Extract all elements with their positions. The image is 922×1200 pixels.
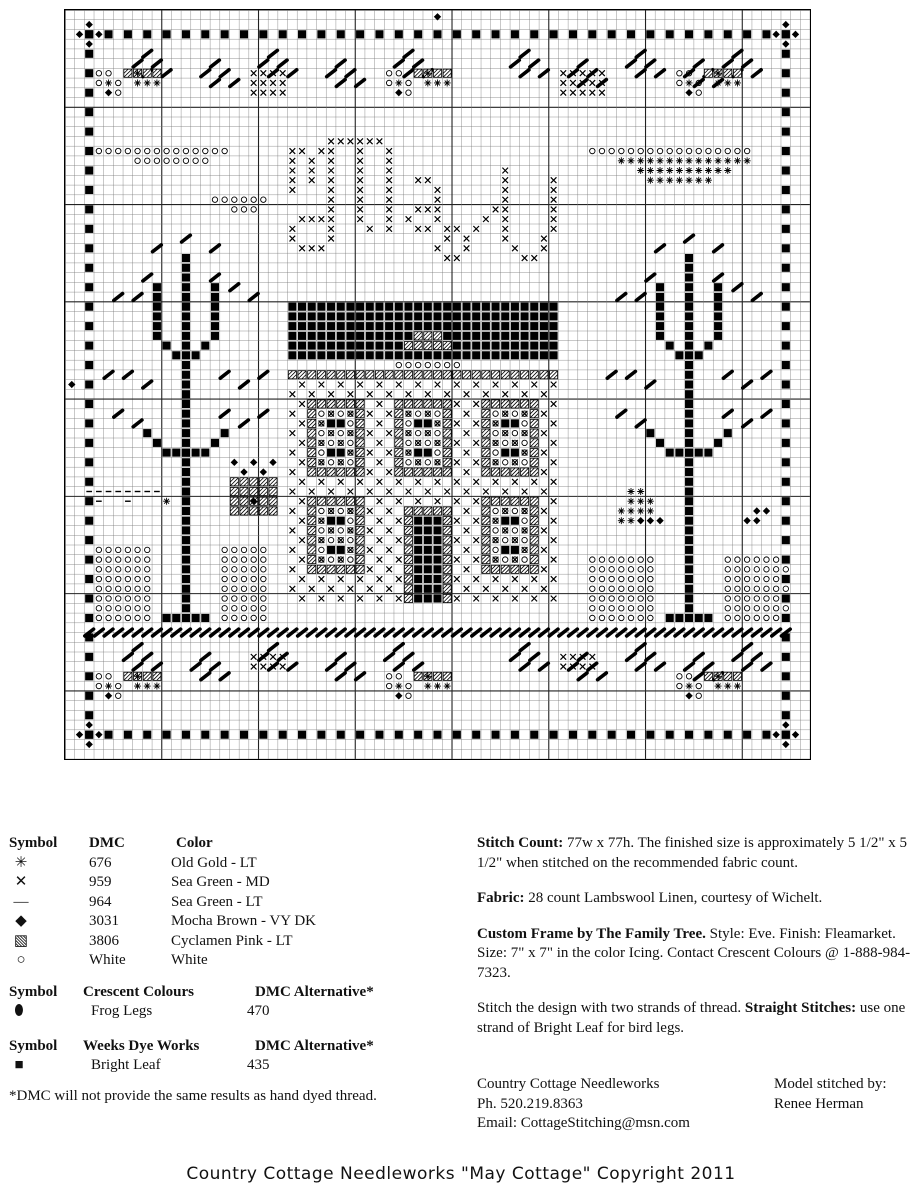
- key-header-symbol: Symbol: [9, 835, 58, 851]
- key-row: [9, 873, 449, 893]
- crescent-thread-name: Frog Legs: [91, 1003, 153, 1019]
- key-row: [9, 854, 449, 874]
- key-rows: [9, 854, 449, 971]
- stitch-symbols: [68, 13, 799, 748]
- weeks-header-symbol: Symbol: [9, 1037, 58, 1054]
- phone-number: Ph. 520.219.8363: [477, 1095, 583, 1112]
- frame-text: Style: Eve. Finish: Fleamarket. Size: 7" x 7" in the color Icing. Contact Crescent Colours @ 1-888-984-7323.: [477, 925, 911, 981]
- stitch-symbol-icon: ◆: [15, 913, 27, 929]
- company-name: Country Cottage Needleworks: [477, 1076, 660, 1092]
- model-label: Model stitched by:: [774, 1076, 887, 1092]
- dmc-number: White: [89, 952, 126, 968]
- key-header-row: [9, 834, 449, 854]
- fabric-info: [477, 889, 917, 909]
- key-header-dmc: DMC: [89, 835, 125, 851]
- color-name: Sea Green - MD: [171, 874, 270, 890]
- color-name: Mocha Brown - VY DK: [171, 913, 316, 929]
- fabric-label: Fabric:: [477, 890, 525, 906]
- weeks-thread-name: Bright Leaf: [91, 1057, 161, 1073]
- dmc-number: 959: [89, 874, 112, 890]
- email-address: Email: CottageStitching@msn.com: [477, 1115, 690, 1131]
- color-name: Old Gold - LT: [171, 854, 257, 871]
- weeks-header-row: [9, 1037, 449, 1057]
- footer-title: Country Cottage Needleworks "May Cottage" Copyright 2011: [186, 1164, 736, 1184]
- weeks-row: [9, 1056, 449, 1076]
- dmc-number: 964: [89, 893, 112, 910]
- key-header-color: Color: [176, 835, 213, 851]
- weeks-header-alt: DMC Alternative*: [255, 1037, 374, 1054]
- footnote: *DMC will not provide the same results as hand dyed thread.: [9, 1087, 377, 1104]
- straight-stitches-label: Straight Stitches:: [744, 1000, 857, 1016]
- crescent-header-brand: Crescent Colours: [83, 983, 194, 1000]
- chart-grid-svg: [65, 10, 810, 759]
- frame-label: Custom Frame by The Family Tree.: [477, 925, 706, 942]
- fabric-text: 28 count Lambswool Linen, courtesy of Wichelt.: [524, 890, 823, 906]
- crescent-alt-value: 470: [247, 1003, 270, 1019]
- frame-info: [477, 925, 917, 984]
- color-name: White: [171, 952, 208, 968]
- model-credit: [774, 1075, 919, 1114]
- stitch-symbol-icon: ○: [16, 952, 26, 968]
- weeks-header-brand: Weeks Dye Works: [83, 1037, 200, 1054]
- crescent-row: [9, 1002, 449, 1022]
- key-row: [9, 893, 449, 913]
- stitch-count-text: 77w x 77h. The finished size is approximately 5 1/2" x 5 1/2" when stitched on the recommended fabric count.: [477, 835, 907, 871]
- stitch-instructions: [477, 999, 917, 1038]
- straight-stitches-text: use one strand of Bright Leaf for bird legs.: [477, 1000, 906, 1036]
- color-key: [9, 834, 449, 1106]
- stitch-symbol-icon: ✳: [14, 854, 28, 871]
- stitch-count: [477, 834, 917, 873]
- weeks-alt-value: 435: [247, 1057, 270, 1073]
- frog-legs-icon: ⬮: [14, 1003, 24, 1019]
- bright-leaf-icon: ■: [14, 1057, 24, 1073]
- cross-stitch-chart: [64, 9, 811, 760]
- stitch-symbol-icon: —: [13, 893, 29, 910]
- crescent-header-row: [9, 983, 449, 1003]
- stitch-count-label: Stitch Count:: [477, 835, 564, 851]
- key-row: [9, 951, 449, 971]
- dmc-number: 3806: [89, 932, 119, 949]
- stitch-symbol-icon: ▧: [13, 932, 29, 949]
- color-name: Sea Green - LT: [171, 893, 263, 910]
- dmc-number: 676: [89, 854, 112, 871]
- color-name: Cyclamen Pink - LT: [171, 932, 293, 949]
- strands-text: Stitch the design with two strands of thread.: [477, 1000, 745, 1016]
- key-row: [9, 932, 449, 952]
- key-row: [9, 912, 449, 932]
- crescent-header-alt: DMC Alternative*: [255, 983, 374, 1000]
- dmc-number: 3031: [89, 913, 119, 929]
- contact-info: [477, 1075, 777, 1134]
- model-name: Renee Herman: [774, 1095, 864, 1112]
- pattern-info: [477, 834, 917, 1054]
- crescent-header-symbol: Symbol: [9, 983, 58, 1000]
- stitch-symbol-icon: ✕: [14, 874, 28, 890]
